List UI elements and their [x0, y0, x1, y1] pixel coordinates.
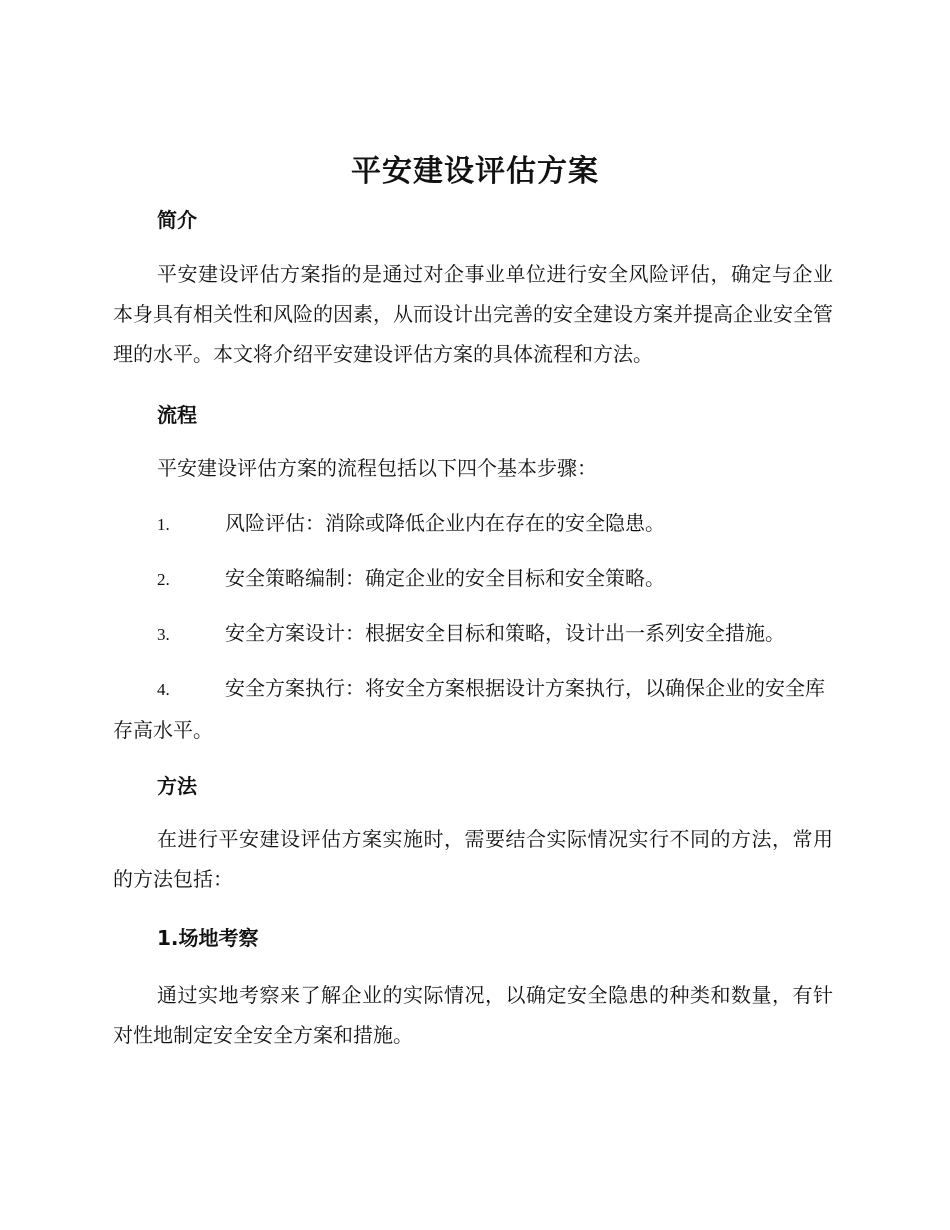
- step-text: 安全方案执行：将安全方案根据设计方案执行，以确保企业的安全库存高水平。: [113, 676, 825, 742]
- methods-heading: 方法: [157, 774, 197, 798]
- process-step-4: [113, 668, 833, 750]
- process-step-3: [113, 613, 833, 655]
- step-text: 风险评估：消除或降低企业内在存在的安全隐患。: [225, 511, 665, 535]
- step-number: 2.: [157, 570, 170, 589]
- process-step-2: [113, 558, 833, 600]
- site-inspection-paragraph: 通过实地考察来了解企业的实际情况，以确定安全隐患的种类和数量，有针对性地制定安全安全方案和措施。: [113, 983, 833, 1047]
- step-number: 3.: [157, 625, 170, 644]
- process-heading: 流程: [157, 403, 197, 427]
- process-lead: 平安建设评估方案的流程包括以下四个基本步骤：: [157, 456, 597, 480]
- step-text: 安全策略编制：确定企业的安全目标和安全策略。: [225, 566, 665, 590]
- step-text: 安全方案设计：根据安全目标和策略，设计出一系列安全措施。: [225, 621, 785, 645]
- step-number: 4.: [157, 680, 170, 699]
- methods-paragraph: 在进行平安建设评估方案实施时，需要结合实际情况实行不同的方法，常用的方法包括：: [113, 827, 833, 891]
- intro-paragraph: 平安建设评估方案指的是通过对企事业单位进行安全风险评估，确定与企业本身具有相关性和风险的因素，从而设计出完善的安全建设方案并提高企业安全管理的水平。本文将介绍平安建设评估方案的具体流程和方法。: [113, 262, 833, 366]
- intro-heading: 简介: [157, 208, 197, 232]
- site-inspection-heading: 1.场地考察: [157, 926, 259, 950]
- step-number: 1.: [157, 515, 170, 534]
- process-step-1: [113, 503, 833, 545]
- document-title: 平安建设评估方案: [351, 154, 599, 189]
